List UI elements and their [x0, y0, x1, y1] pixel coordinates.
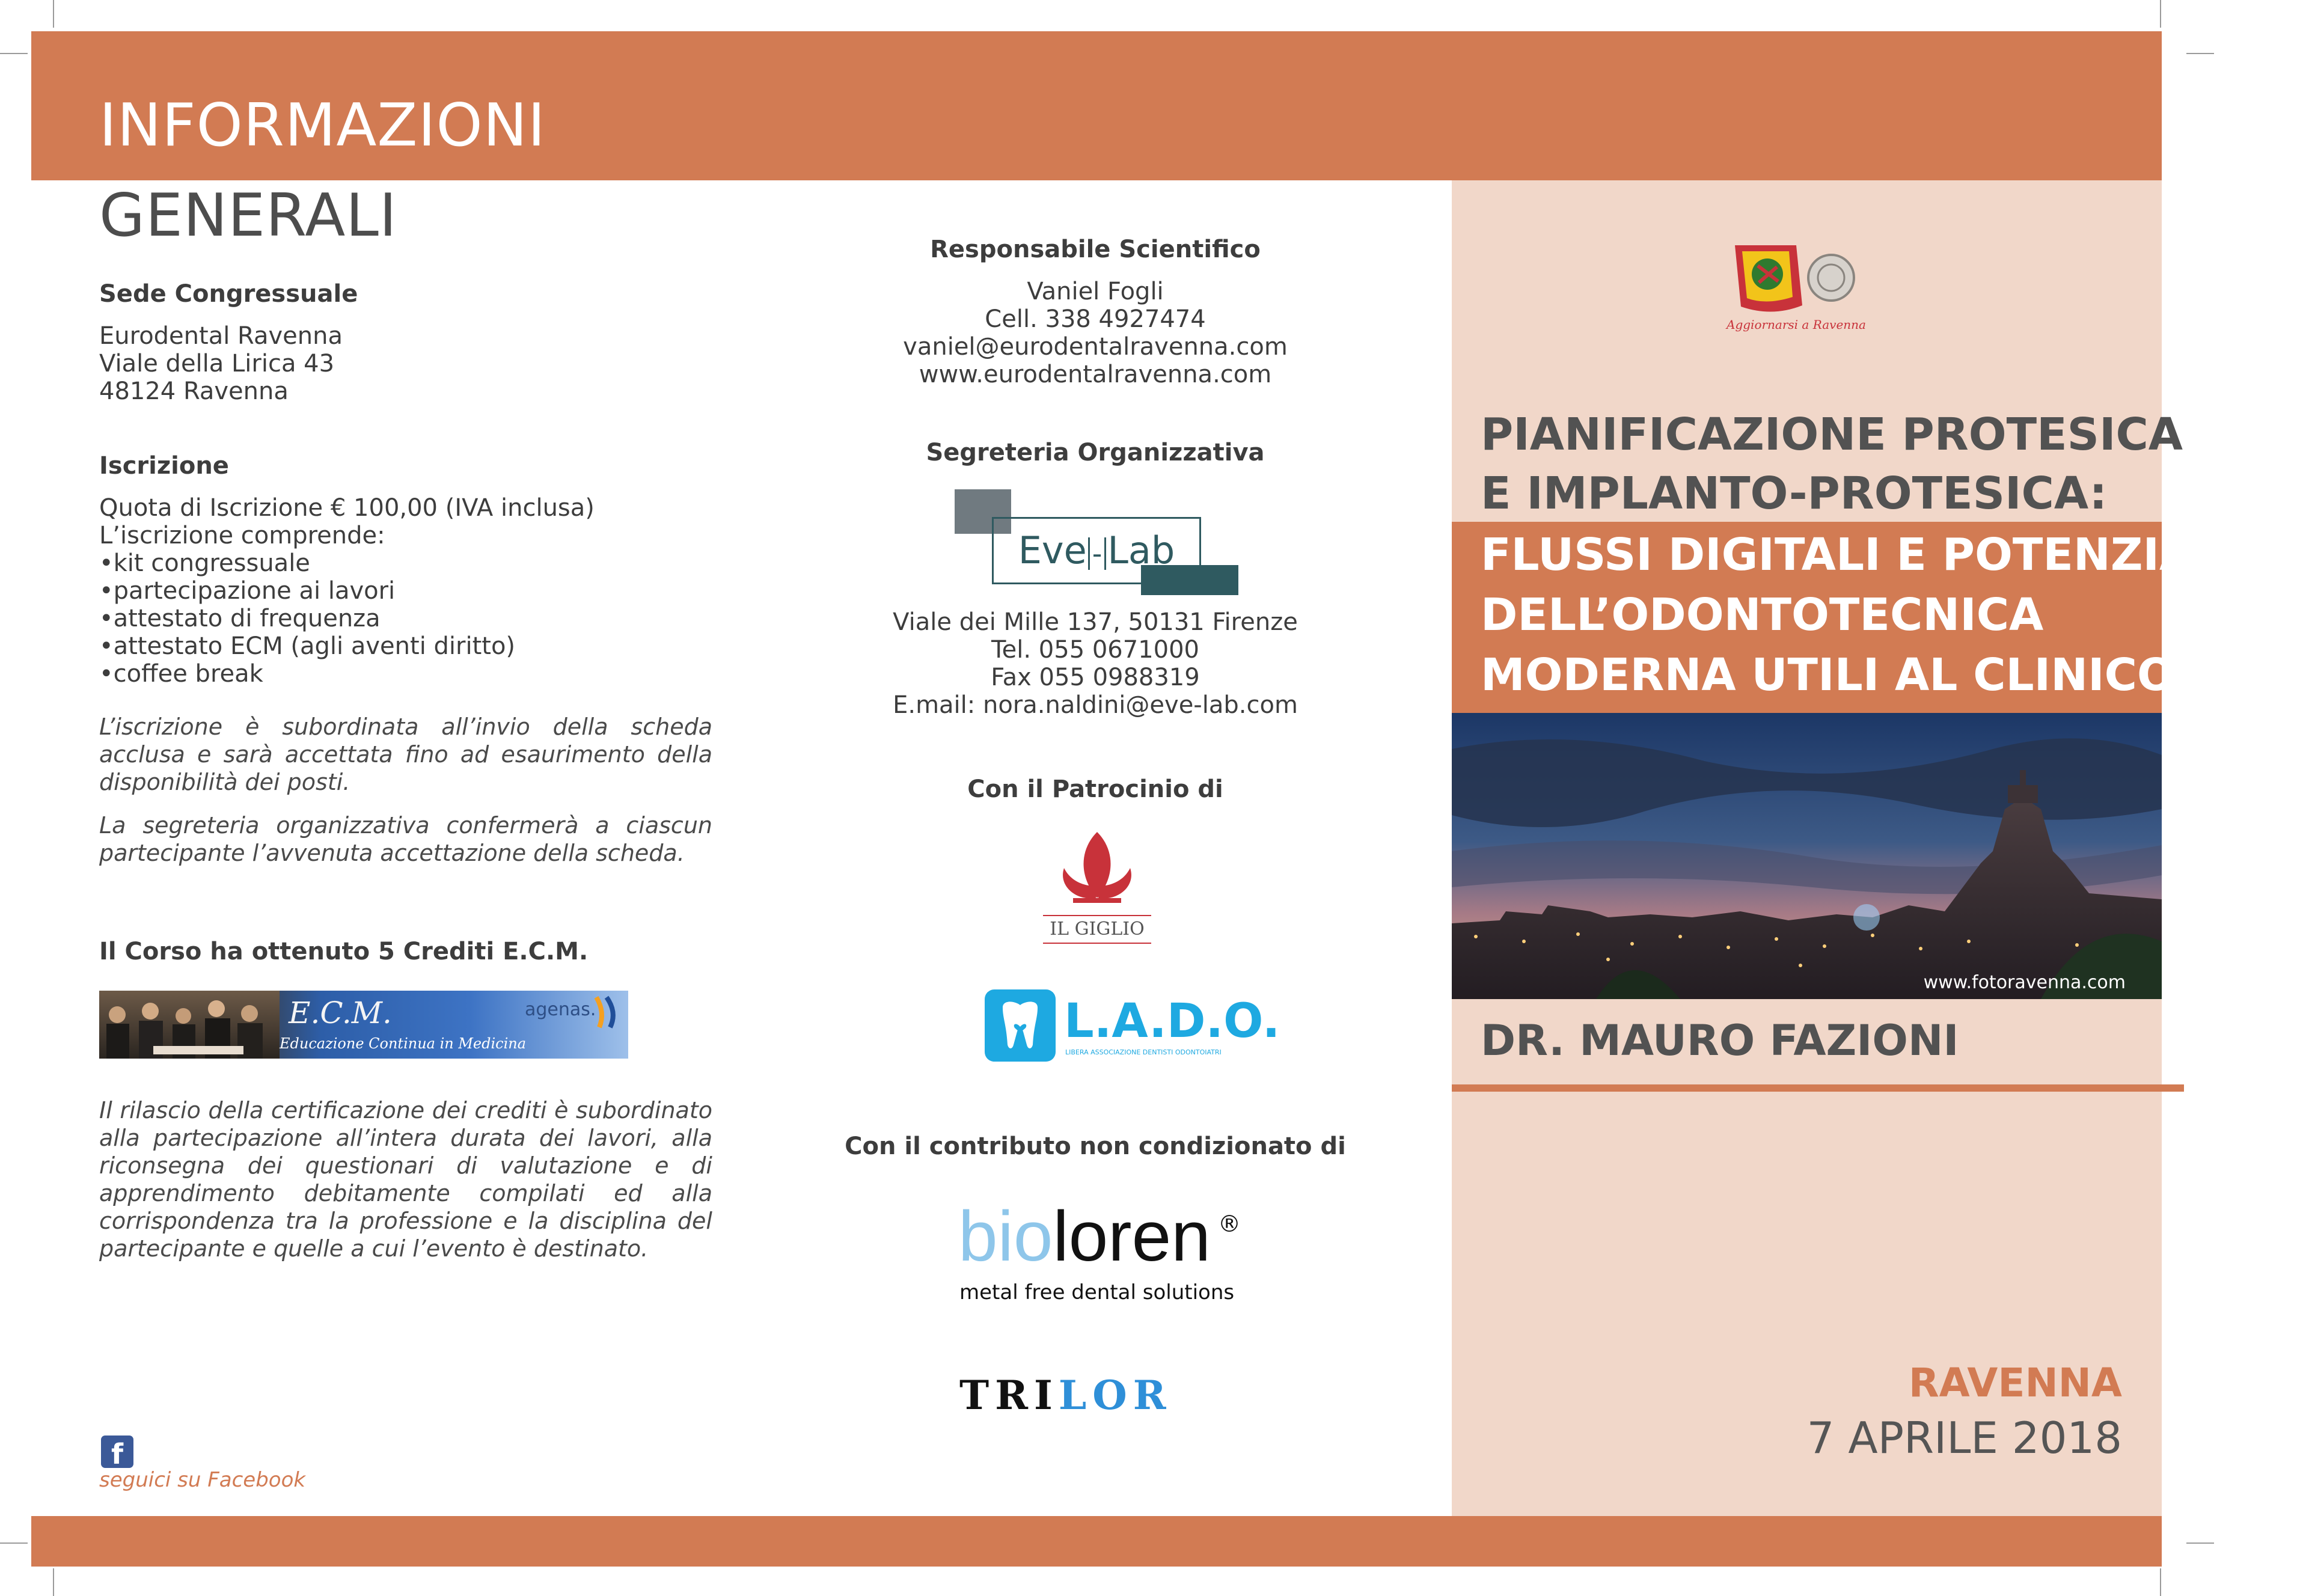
ecm-banner — [99, 991, 628, 1059]
trilor-word-tri: TRI — [959, 1372, 1059, 1419]
ravenna-skyline-photo — [1452, 713, 2162, 999]
bioloren-word-loren: loren — [1053, 1197, 1211, 1276]
trilor-word-lor: LOR — [1058, 1372, 1172, 1419]
agenas-logo-icon — [593, 994, 623, 1030]
registration-line: •attestato ECM (agli aventi diritto) — [99, 632, 516, 660]
event-date: 7 APRILE 2018 — [1806, 1413, 2122, 1463]
venue-line: 48124 Ravenna — [99, 378, 289, 405]
sponsors-title: Con il contributo non condizionato di — [845, 1133, 1346, 1160]
patronage-title: Con il Patrocinio di — [967, 775, 1223, 803]
secretariat-fax: Fax 055 0988319 — [991, 664, 1200, 691]
crop-mark — [2186, 53, 2214, 54]
photo-credit: www.fotoravenna.com — [1923, 972, 2126, 993]
bioloren-logo — [958, 1197, 1259, 1312]
eve-lab-wordmark — [992, 517, 1201, 584]
facebook-link[interactable]: seguici su Facebook — [99, 1468, 306, 1492]
heading-generali: GENERALI — [99, 182, 397, 250]
il-giglio-label: IL GIGLIO — [1043, 915, 1151, 944]
eve-lab-word-eve: Eve — [1018, 528, 1087, 572]
ecm-credits-title: Il Corso ha ottenuto 5 Crediti E.C.M. — [99, 938, 589, 965]
crop-mark — [2186, 1542, 2214, 1544]
eve-lab-word-lab: Lab — [1107, 528, 1175, 572]
crop-mark — [53, 0, 54, 28]
registration-line: Quota di Iscrizione € 100,00 (IVA inclusa) — [99, 494, 595, 522]
lado-subtitle: LIBERA ASSOCIAZIONE DENTISTI ODONTOIATRI — [1065, 1048, 1222, 1056]
agenas-logo-text: agenas. — [525, 999, 596, 1020]
course-subtitle-line: FLUSSI DIGITALI E POTENZIALITÀ — [1481, 529, 2300, 581]
facebook-icon[interactable]: f — [101, 1435, 133, 1468]
skyline-image — [1452, 713, 2162, 999]
registration-confirmation-note: La segreteria organizzativa confermerà a ciascun partecipante l’avvenuta accettazione della scheda. — [99, 812, 712, 866]
registration-line: •coffee break — [99, 660, 263, 688]
crop-mark — [2160, 0, 2161, 28]
registration-note: L’iscrizione è subordinata all’invio della scheda acclusa e sarà accettata fino ad esaurimento della disponibilità dei posti. — [99, 714, 712, 795]
aggiornarsi-emblem — [1727, 239, 1866, 332]
crop-mark — [2160, 1568, 2161, 1596]
il-giglio-logo — [1043, 826, 1151, 946]
registration-line: •partecipazione ai lavori — [99, 577, 396, 605]
registration-title: Iscrizione — [99, 452, 229, 480]
ecm-banner-subtitle: Educazione Continua in Medicina — [280, 1035, 527, 1052]
secretariat-title: Segreteria Organizzativa — [926, 439, 1265, 466]
bioloren-tagline: metal free dental solutions — [959, 1280, 1235, 1304]
fleur-de-lis-icon — [1043, 826, 1151, 910]
scientific-lead-name: Vaniel Fogli — [1027, 278, 1164, 305]
course-subtitle-line: MODERNA UTILI AL CLINICO — [1481, 649, 2175, 701]
course-title-line: PIANIFICAZIONE PROTESICA — [1481, 409, 2183, 460]
scientific-lead-phone: Cell. 338 4927474 — [985, 305, 1206, 333]
ecm-banner-title: E.C.M. — [289, 995, 392, 1030]
registration-line: L’iscrizione comprende: — [99, 522, 385, 549]
crop-mark — [53, 1568, 54, 1596]
scientific-lead-email[interactable]: vaniel@eurodentalravenna.com — [903, 333, 1288, 361]
crop-mark — [0, 1542, 28, 1544]
ecm-certification-note: Il rilascio della certificazione dei crediti è subordinato alla partecipazione all’intera durata dei lavori, alla riconsegna dei questionari di valutazione e di apprendimento debitamente compilati ed alla corrispondenza tra la professione e la disciplina del partecipante e quelle a cui l’evento è destinato. — [99, 1097, 712, 1262]
emblem-caption: Aggiornarsi a Ravenna — [1727, 317, 1866, 332]
lado-logo — [985, 989, 1280, 1064]
eve-lab-logo — [955, 489, 1240, 598]
speaker-name: DR. MAURO FAZIONI — [1481, 1016, 1959, 1065]
scientific-lead-contacts — [792, 278, 1399, 388]
registration-details — [99, 494, 595, 688]
secretariat-address: Viale dei Mille 137, 50131 Firenze — [893, 608, 1298, 636]
registered-mark: ® — [1218, 1211, 1241, 1237]
ecm-banner-painting — [99, 991, 280, 1059]
venue-address — [99, 322, 343, 405]
bioloren-wordmark — [958, 1197, 1211, 1276]
venue-line: Viale della Lirica 43 — [99, 350, 335, 378]
registration-line: •attestato di frequenza — [99, 605, 381, 632]
crop-mark — [0, 53, 28, 54]
emblem-flag-icon — [1730, 239, 1862, 317]
venue-title: Sede Congressuale — [99, 280, 358, 308]
heading-informazioni: INFORMAZIONI — [99, 91, 546, 160]
secretariat-email[interactable]: E.mail: nora.naldini@eve-lab.com — [893, 691, 1298, 719]
secretariat-contacts — [792, 608, 1399, 719]
trilor-logo — [959, 1372, 1172, 1419]
tooth-glyph — [985, 989, 1056, 1062]
lado-label: L.A.D.O. — [1064, 994, 1280, 1048]
eve-lab-dash: - — [1088, 537, 1107, 570]
bioloren-word-bio: bio — [958, 1197, 1053, 1276]
event-city: RAVENNA — [1908, 1360, 2122, 1406]
registration-line: •kit congressuale — [99, 549, 310, 577]
tooth-icon — [985, 989, 1056, 1062]
secretariat-phone: Tel. 055 0671000 — [991, 636, 1199, 664]
venue-line: Eurodental Ravenna — [99, 322, 343, 350]
ecm-painting-figures — [99, 991, 280, 1059]
scientific-lead-website[interactable]: www.eurodentalravenna.com — [919, 361, 1272, 388]
speaker-divider — [1452, 1084, 2184, 1092]
scientific-lead-title: Responsabile Scientifico — [930, 236, 1261, 263]
course-title-line: E IMPLANTO-PROTESICA: — [1481, 468, 2108, 519]
course-subtitle-line: DELL’ODONTOTECNICA — [1481, 589, 2044, 641]
bottom-band — [31, 1516, 2162, 1567]
